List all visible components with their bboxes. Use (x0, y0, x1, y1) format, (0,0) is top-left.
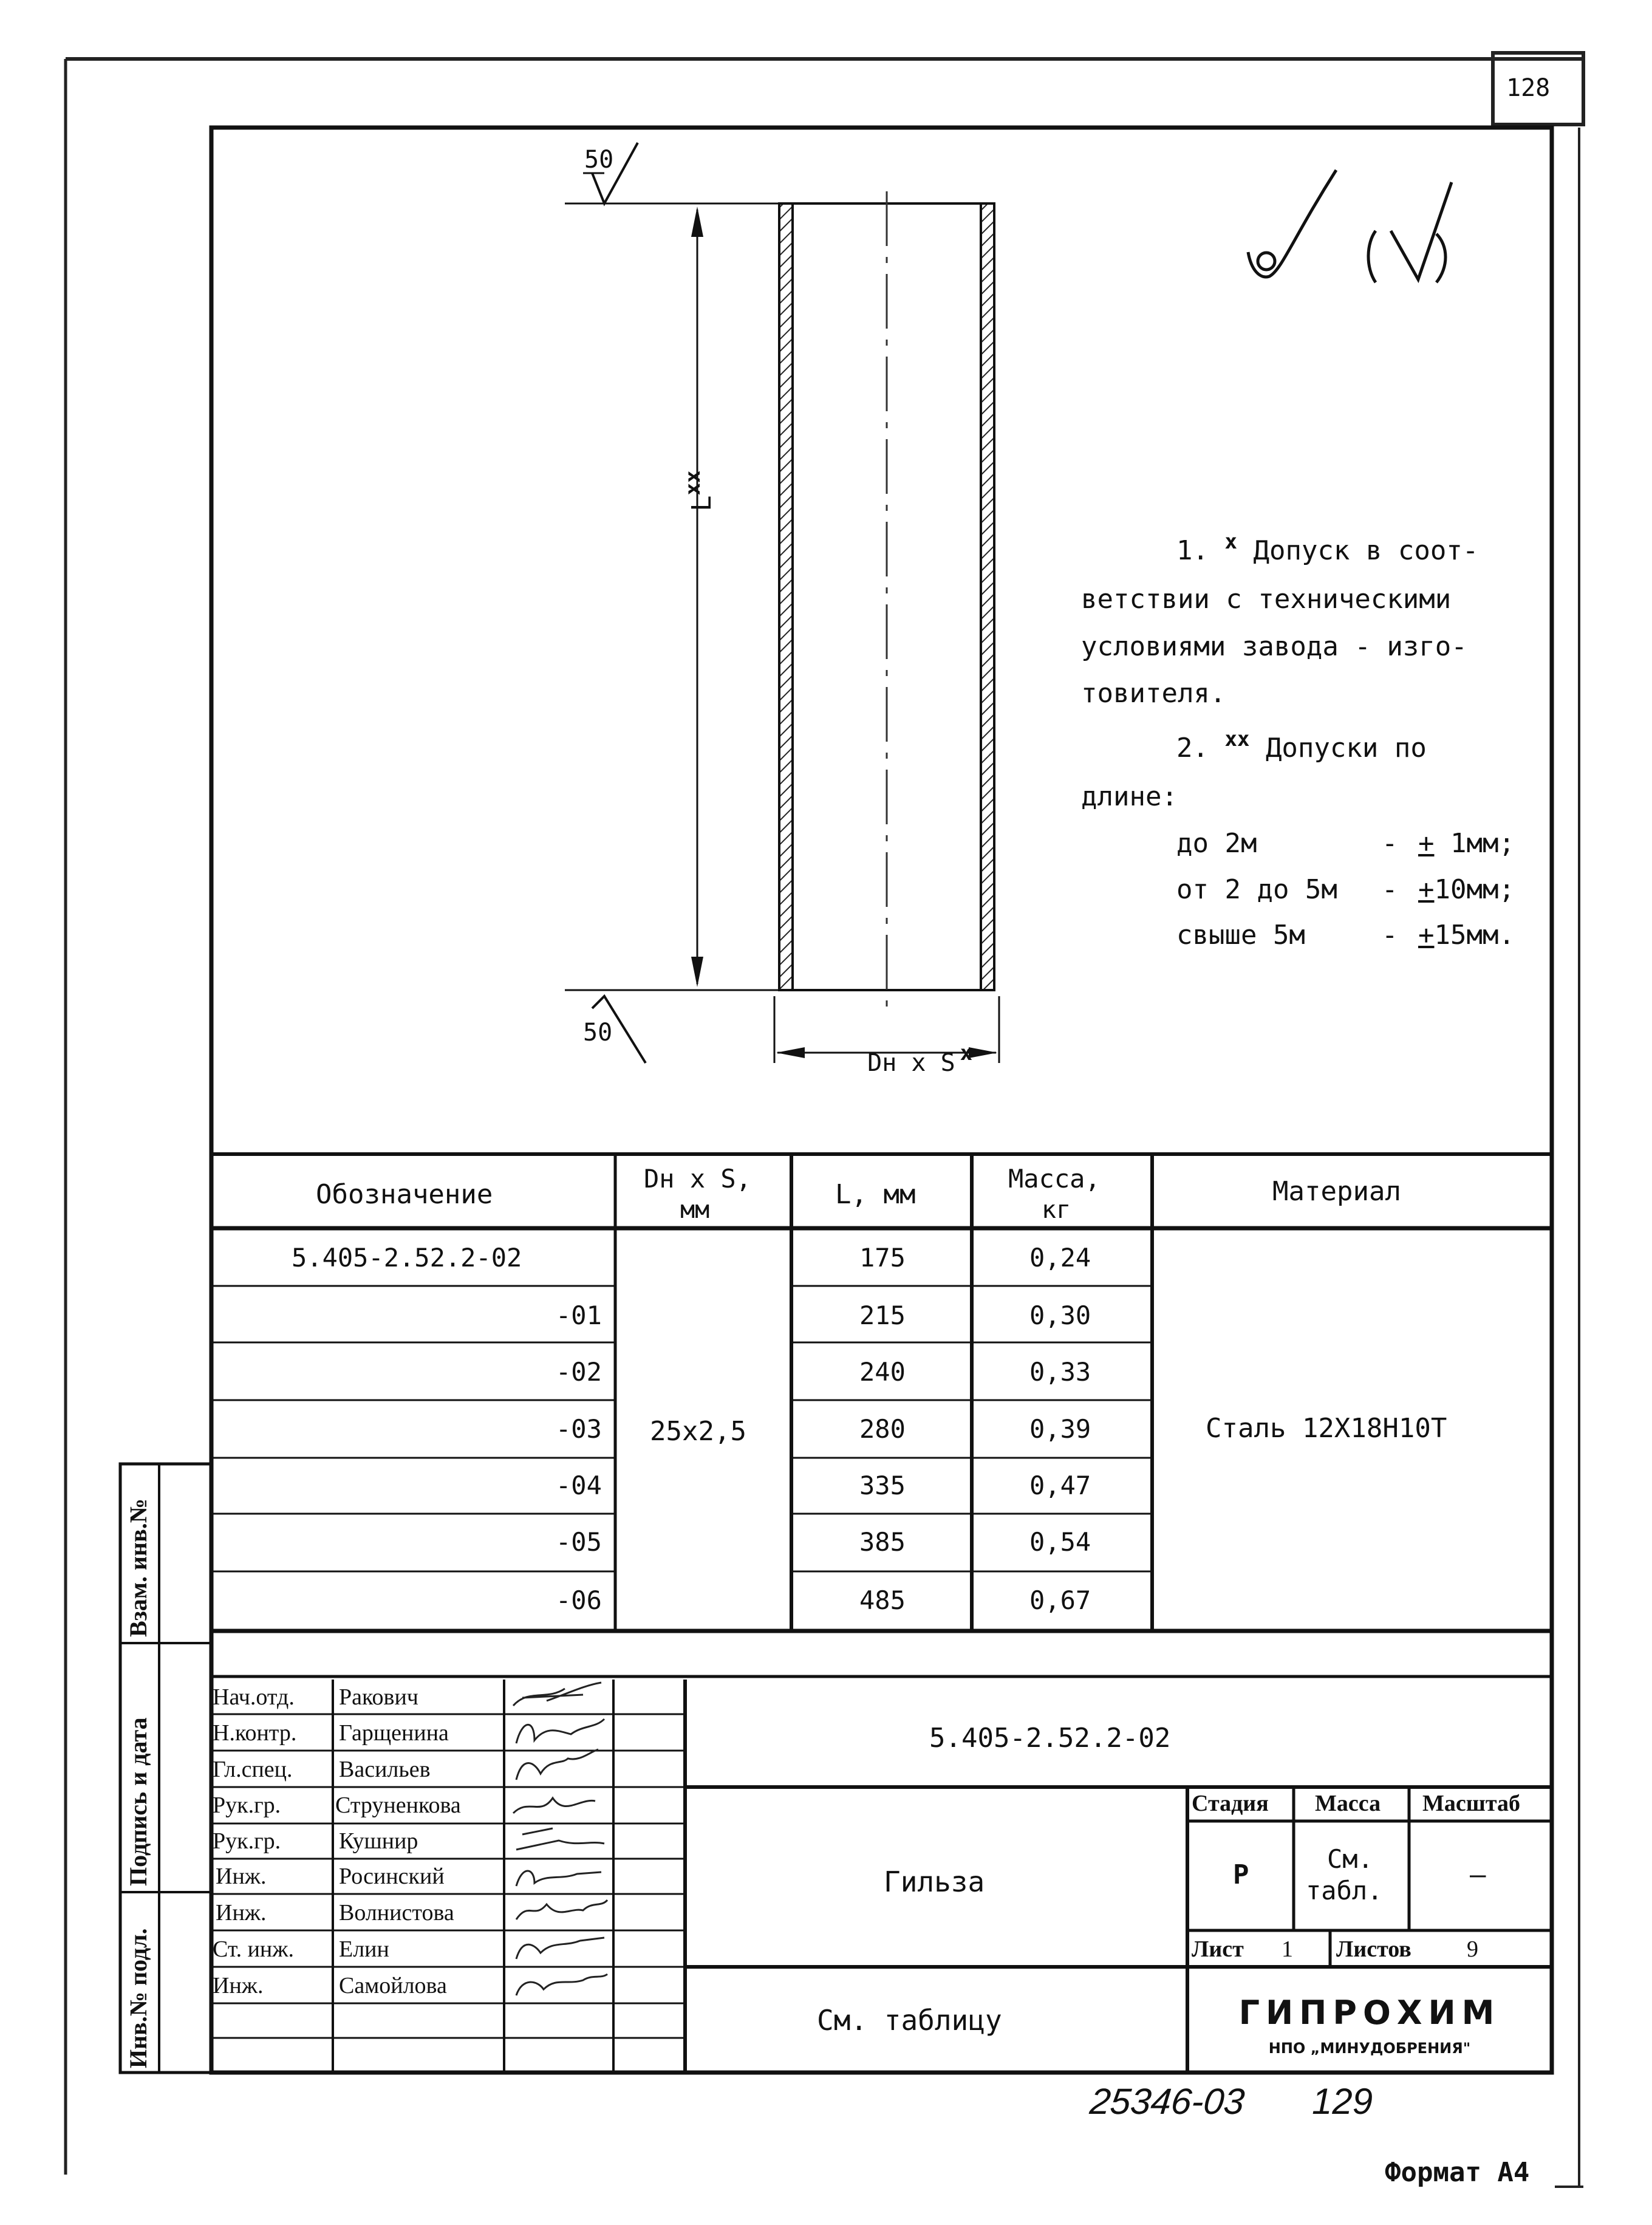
note-1-text-1: Допуск в соот- (1253, 535, 1479, 566)
signer-5-name: Кушнир (339, 1828, 418, 1854)
tolerance-2-value (1418, 874, 1515, 905)
note-2-number: 2. (1176, 733, 1209, 764)
signer-7-name: Волнистова (339, 1900, 454, 1926)
signer-8-role: Ст. инж. (213, 1936, 295, 1962)
scale-value: – (1470, 1859, 1486, 1890)
signer-8-name: Елин (339, 1936, 389, 1962)
row-2-mass: 0,30 (1029, 1300, 1091, 1330)
sheets-value: 9 (1467, 1936, 1478, 1962)
row-1-mass: 0,24 (1029, 1243, 1091, 1273)
part-name: Гильза (884, 1865, 985, 1898)
tolerance-3-dash: - (1382, 920, 1398, 951)
format-label: Формат А4 (1385, 2157, 1530, 2188)
tolerance-3-range: свыше 5м (1176, 920, 1305, 951)
row-1-designation: 5.405-2.52.2-02 (292, 1243, 522, 1273)
tolerance-2-pm: + (1418, 874, 1435, 905)
header-designation: Обозначение (316, 1179, 493, 1210)
side-stamp-vzam: Взам. инв.№ (125, 1499, 152, 1637)
note-2-line-1 (1176, 727, 1427, 764)
row-3-length: 240 (859, 1357, 906, 1387)
row-6-mass: 0,54 (1029, 1527, 1091, 1557)
part-material: См. таблицу (817, 2004, 1002, 2037)
row-7-mass: 0,67 (1029, 1585, 1091, 1615)
signer-2-role: Н.контр. (213, 1720, 297, 1746)
row-7-designation: -06 (556, 1585, 602, 1615)
dn-s-value: 25x2,5 (650, 1416, 746, 1447)
note-1-line-4: товителя. (1081, 678, 1226, 709)
roughness-check-mark (1248, 170, 1452, 282)
signer-9-role: Инж. (213, 1973, 264, 1998)
diameter-mark: x (960, 1041, 973, 1065)
note-2-line-2: длине: (1081, 781, 1178, 812)
stage-label: Стадия (1192, 1791, 1269, 1816)
note-1-mark: x (1224, 530, 1237, 554)
note-1-line-2: ветствии с техническими (1081, 584, 1452, 615)
header-mass: Масса, (1008, 1164, 1101, 1194)
row-4-length: 280 (859, 1414, 906, 1444)
tolerance-1-pm: + (1418, 828, 1435, 859)
sheet-label: Лист (1192, 1936, 1244, 1962)
diameter-label (838, 1027, 972, 1075)
signer-4-role: Рук.гр. (213, 1793, 281, 1818)
row-2-length: 215 (859, 1300, 906, 1330)
sheets-label: Листов (1336, 1936, 1411, 1962)
header-dn-s-unit: мм (680, 1196, 710, 1224)
tolerance-2-range: от 2 до 5м (1176, 874, 1337, 905)
signer-1-role: Нач.отд. (213, 1684, 295, 1710)
header-mass-unit: кг (1042, 1196, 1071, 1224)
note-2-mark: xx (1224, 727, 1250, 751)
side-stamp-inv: Инв.№ подл. (125, 1928, 152, 2068)
scale-label: Масштаб (1422, 1791, 1520, 1816)
tolerance-1-dash: - (1382, 828, 1398, 859)
handwritten-page: 129 (1312, 2081, 1373, 2122)
signer-5-role: Рук.гр. (213, 1828, 281, 1854)
header-material: Материал (1272, 1176, 1401, 1207)
row-4-mass: 0,39 (1029, 1414, 1091, 1444)
signer-7-role: Инж. (216, 1900, 267, 1926)
tolerance-2-amount: 10мм; (1434, 874, 1515, 905)
signer-4-name: Струненкова (335, 1793, 461, 1818)
tolerance-1-value (1418, 830, 1515, 857)
mass-value-line-1: См. (1327, 1844, 1373, 1874)
org-logo: ГИПРОХИМ (1238, 1994, 1501, 2032)
tolerance-3-pm: + (1418, 920, 1435, 951)
roughness-top-value: 50 (584, 146, 614, 174)
signatures (513, 1683, 607, 1995)
sheet-value: 1 (1282, 1936, 1293, 1962)
tolerance-1-amount: 1мм; (1450, 828, 1515, 859)
row-4-designation: -03 (556, 1414, 602, 1444)
length-letter: L (686, 495, 717, 512)
row-5-mass: 0,47 (1029, 1471, 1091, 1500)
row-5-designation: -04 (556, 1471, 602, 1500)
stage-value: Р (1233, 1859, 1249, 1890)
handwritten-number: 25346-03 (1088, 2081, 1247, 2122)
signer-2-name: Гарщенина (339, 1720, 449, 1746)
tolerance-3-value (1418, 922, 1515, 949)
diameter-text: Dн x S (867, 1049, 955, 1077)
page-number: 128 (1506, 74, 1551, 102)
note-1-number: 1. (1176, 535, 1209, 566)
length-label (662, 471, 715, 544)
signer-1-name: Ракович (339, 1684, 418, 1710)
mass-label: Масса (1315, 1791, 1381, 1816)
header-length: L, мм (835, 1179, 916, 1210)
row-6-designation: -05 (556, 1527, 602, 1557)
note-1-line-3: условиями завода - изго- (1081, 631, 1467, 662)
material-value: Сталь 12Х18Н10Т (1206, 1413, 1447, 1444)
header-dn-s: Dн x S, (644, 1164, 752, 1194)
row-5-length: 335 (859, 1471, 906, 1500)
signer-3-role: Гл.спец. (213, 1757, 293, 1782)
length-mark: xx (681, 470, 705, 496)
tube-drawing (565, 143, 999, 1063)
signer-9-name: Самойлова (339, 1973, 447, 1998)
note-1-line-1 (1176, 530, 1479, 566)
signer-3-name: Васильев (339, 1757, 431, 1782)
row-3-designation: -02 (556, 1357, 602, 1387)
side-stamp-podpis: Подпись и дата (125, 1717, 152, 1886)
row-6-length: 385 (859, 1527, 906, 1557)
tube-wall-right (981, 203, 994, 990)
signer-6-role: Инж. (216, 1864, 267, 1889)
roughness-bottom-value: 50 (583, 1019, 613, 1047)
row-3-mass: 0,33 (1029, 1357, 1091, 1387)
tolerance-3-amount: 15мм. (1434, 920, 1515, 951)
row-7-length: 485 (859, 1585, 906, 1615)
mass-value-line-2: табл. (1306, 1876, 1383, 1905)
note-2-text-1: Допуски по (1265, 733, 1427, 764)
row-1-length: 175 (859, 1243, 906, 1273)
row-2-designation: -01 (556, 1300, 602, 1330)
org-subtitle: НПО „МИНУДОБРЕНИЯ" (1268, 2040, 1471, 2057)
tolerance-2-dash: - (1382, 874, 1398, 905)
signer-6-name: Росинский (339, 1864, 445, 1889)
document-code: 5.405-2.52.2-02 (929, 1723, 1171, 1754)
tolerance-1-range: до 2м (1176, 828, 1257, 859)
tube-wall-left (779, 203, 793, 990)
